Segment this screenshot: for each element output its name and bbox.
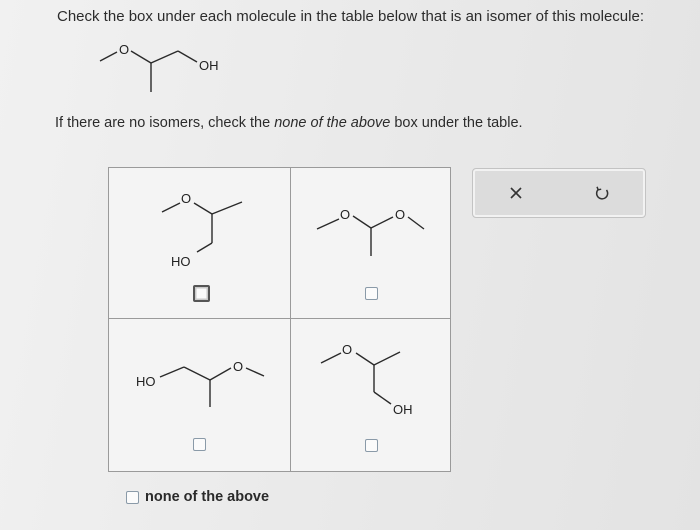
clear-button[interactable] bbox=[501, 178, 531, 208]
none-instruction: If there are no isomers, check the none of the above box under the table. bbox=[55, 115, 523, 131]
choice-4-checkbox[interactable] bbox=[365, 439, 378, 452]
target-molecule-structure bbox=[95, 40, 245, 100]
choice-1-hydroxyl-label: HO bbox=[171, 254, 191, 269]
none-of-the-above-option[interactable] bbox=[126, 489, 269, 505]
choice-4-molecule bbox=[313, 339, 433, 439]
choice-3-molecule bbox=[134, 344, 274, 424]
choice-cell-2 bbox=[291, 168, 450, 319]
choices-table bbox=[108, 167, 451, 472]
choice-3-hydroxyl-label: HO bbox=[136, 374, 156, 389]
choice-2-checkbox[interactable] bbox=[365, 287, 378, 300]
target-hydroxyl-label: OH bbox=[199, 58, 219, 73]
question-instruction: Check the box under each molecule in the table below that is an isomer of this molecule: bbox=[57, 8, 644, 25]
choice-cell-4 bbox=[291, 319, 450, 471]
none-of-the-above-label: none of the above bbox=[145, 489, 270, 505]
undo-icon bbox=[594, 185, 610, 201]
choice-4-oxygen-label: O bbox=[342, 342, 353, 357]
choice-2-molecule bbox=[311, 193, 441, 273]
x-icon bbox=[509, 186, 523, 200]
choice-cell-3 bbox=[109, 319, 291, 471]
undo-button[interactable] bbox=[587, 178, 617, 208]
target-oxygen-label: O bbox=[119, 42, 130, 57]
choice-1-molecule bbox=[149, 188, 259, 278]
answer-toolbar bbox=[472, 168, 646, 218]
choice-4-hydroxyl-label: OH bbox=[393, 402, 413, 417]
choice-1-oxygen-label: O bbox=[181, 191, 192, 206]
choice-2-oxygen-1-label: O bbox=[340, 207, 351, 222]
choice-3-checkbox[interactable] bbox=[193, 438, 206, 451]
none-of-the-above-checkbox[interactable] bbox=[126, 491, 139, 504]
choice-3-oxygen-label: O bbox=[233, 359, 244, 374]
choice-2-oxygen-2-label: O bbox=[395, 207, 406, 222]
choice-1-checkbox[interactable] bbox=[193, 285, 210, 302]
choice-cell-1 bbox=[109, 168, 291, 319]
